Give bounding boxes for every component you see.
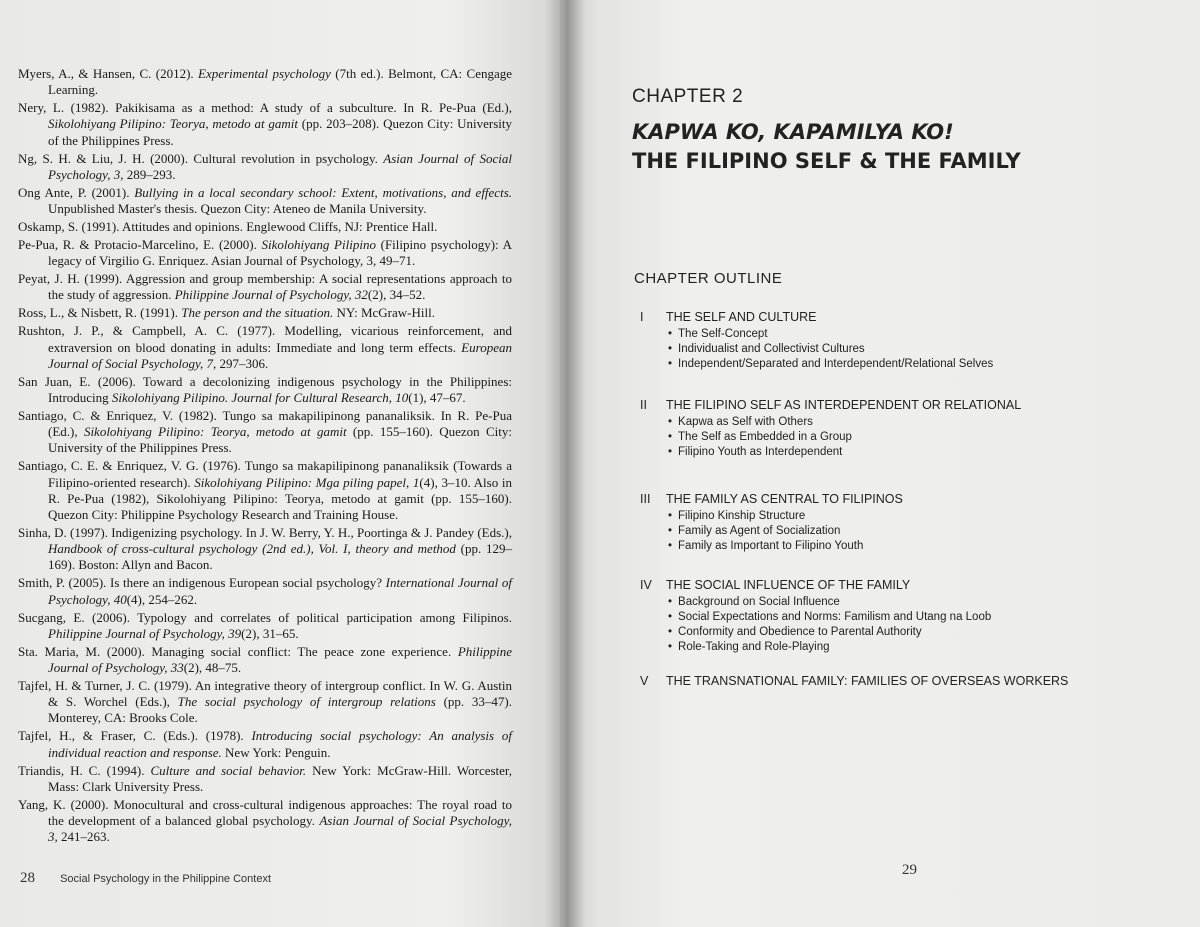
outline-topic: • Conformity and Obedience to Parental Authority bbox=[668, 625, 991, 640]
reference-text: Yang, K. (2000). Monocultural and cross-cultural indigenous approaches: The royal road to the development of a balanced global psychology. bbox=[18, 796, 512, 829]
reference-italic-title: Culture and social behavior. bbox=[150, 762, 307, 778]
reference-italic-title: Experimental psychology bbox=[198, 66, 331, 81]
reference-text: Triandis, H. C. (1994). bbox=[18, 762, 151, 778]
outline-topic: • Social Expectations and Norms: Familism and Utang na Loob bbox=[668, 610, 991, 625]
section-topic-list bbox=[668, 415, 852, 460]
chapter-title-line-1: KAPWA KO, KAPAMILYA KO! bbox=[632, 120, 954, 144]
reference-text: Nery, L. (1982). Pakikisama as a method: A study of a subculture. In R. Pe-Pua (Ed.), bbox=[18, 100, 512, 116]
outline-topic: • Background on Social Influence bbox=[668, 595, 991, 610]
reference-italic-title: Sikolohiyang Pilipino: Mga piling papel, 1 bbox=[194, 474, 420, 490]
reference-entry bbox=[18, 644, 512, 676]
reference-italic-title: Sikolohiyang Pilipino: Teorya, metodo at gamit bbox=[48, 116, 298, 132]
reference-entry bbox=[18, 271, 512, 303]
reference-text: New York: McGraw-Hill. Worcester, Mass: Clark University Press. bbox=[48, 762, 512, 794]
section-heading: THE SOCIAL INFLUENCE OF THE FAMILY bbox=[666, 578, 911, 592]
reference-italic-title: Sikolohiyang Pilipino bbox=[261, 237, 376, 253]
reference-italic-title: Bullying in a local secondary school: Extent, motivations, and effects. bbox=[134, 184, 512, 200]
reference-text: Peyat, J. H. (1999). Aggression and group membership: A social representations approach to the study of aggression. bbox=[18, 271, 512, 303]
section-numeral: III bbox=[640, 492, 651, 506]
outline-topic: • Family as Important to Filipino Youth bbox=[668, 539, 863, 554]
reference-text: Sucgang, E. (2006). Typology and correlates of political participation among Filipinos. bbox=[18, 609, 512, 625]
reference-text: 241–263. bbox=[57, 829, 110, 845]
section-topic-list bbox=[668, 595, 991, 655]
reference-text: (pp. 203–208). Quezon City: University of the Philippines Press. bbox=[48, 116, 512, 148]
reference-text: (1), 47–67. bbox=[408, 390, 466, 406]
reference-italic-title: Asian Journal of Social Psychology, 3, bbox=[48, 813, 512, 845]
section-topic-list bbox=[668, 327, 993, 372]
reference-text: Rushton, J. P., & Campbell, A. C. (1977). Modelling, vicarious reinforcement, and extraversion on blood donating in adults: Immediate and long term effects. bbox=[18, 323, 512, 355]
reference-text: Myers, A., & Hansen, C. (2012). bbox=[18, 66, 199, 81]
outline-topic: • Filipino Kinship Structure bbox=[668, 509, 863, 524]
section-heading: THE FILIPINO SELF AS INTERDEPENDENT OR RELATIONAL bbox=[666, 398, 1022, 412]
reference-text: Oskamp, S. (1991). Attitudes and opinions. Englewood Cliffs, NJ: Prentice Hall. bbox=[18, 219, 438, 235]
reference-text: (2), 48–75. bbox=[183, 660, 242, 676]
reference-entry bbox=[18, 151, 512, 183]
reference-italic-title: Sikolohiyang Pilipino. Journal for Cultural Research, 10 bbox=[111, 390, 409, 406]
reference-italic-title: Introducing social psychology: An analysis of individual reaction and response. bbox=[48, 728, 512, 760]
section-numeral: I bbox=[640, 310, 644, 324]
left-page-number: 28 bbox=[20, 870, 35, 886]
chapter-title bbox=[632, 118, 1152, 176]
reference-text: Sta. Maria, M. (2000). Managing social conflict: The peace zone experience. bbox=[18, 643, 458, 659]
reference-text: 297–306. bbox=[216, 355, 269, 371]
reference-text: Ng, S. H. & Liu, J. H. (2000). Cultural revolution in psychology. bbox=[18, 150, 384, 166]
chapter-label: CHAPTER 2 bbox=[632, 86, 744, 107]
running-footer: Social Psychology in the Philippine Context bbox=[60, 873, 272, 885]
reference-text: Unpublished Master's thesis. Quezon City: Ateneo de Manila University. bbox=[48, 201, 427, 217]
reference-entry bbox=[18, 237, 512, 269]
reference-text: 289–293. bbox=[123, 166, 176, 182]
reference-text: Santiago, C. E. & Enriquez, V. G. (1976). Tungo sa makapilipinong pananaliksik (Towards a Filipino-oriented research). bbox=[18, 458, 512, 490]
reference-italic-title: Philippine Journal of Psychology, 39 bbox=[48, 625, 242, 641]
reference-entry bbox=[18, 185, 512, 217]
chapter-title-line-2: THE FILIPINO SELF & THE FAMILY bbox=[632, 149, 1021, 173]
reference-entry bbox=[18, 408, 512, 457]
reference-text: Tajfel, H., & Fraser, C. (Eds.). (1978). bbox=[18, 728, 252, 744]
reference-text: Smith, P. (2005). Is there an indigenous European social psychology? bbox=[18, 575, 386, 591]
reference-text: (4), 3–10. Also in R. Pe-Pua (1982), Sikolohiyang Pilipino: Teorya, metodo at gamit (pp. 155–160). Quezon City: Philippine Psychology Research and Training House. bbox=[48, 474, 512, 523]
section-heading: THE FAMILY AS CENTRAL TO FILIPINOS bbox=[666, 492, 903, 506]
section-numeral: II bbox=[640, 398, 647, 412]
reference-entry bbox=[18, 525, 512, 574]
reference-entry bbox=[18, 66, 512, 98]
right-page-number: 29 bbox=[902, 862, 917, 878]
outline-topic: • Filipino Youth as Interdependent bbox=[668, 445, 852, 460]
reference-text: (7th ed.). Belmont, CA: Cengage Learning. bbox=[48, 66, 513, 98]
section-heading: THE TRANSNATIONAL FAMILY: FAMILIES OF OVERSEAS WORKERS bbox=[666, 674, 1069, 688]
reference-text: (4), 254–262. bbox=[126, 591, 198, 607]
reference-text: Pe-Pua, R. & Protacio-Marcelino, E. (2000). bbox=[18, 237, 262, 253]
outline-topic: • Individualist and Collectivist Cultures bbox=[668, 342, 993, 357]
reference-entry bbox=[18, 610, 512, 642]
reference-italic-title: The social psychology of intergroup relations bbox=[177, 694, 436, 710]
reference-text: (2), 34–52. bbox=[367, 287, 426, 303]
reference-text: Sinha, D. (1997). Indigenizing psychology. In J. W. Berry, Y. H., Poortinga & J. Pandey (Eds.), bbox=[18, 525, 512, 541]
reference-text: (Filipino psychology): A legacy of Virgilio G. Enriquez. Asian Journal of Psychology, 3, 49–71. bbox=[48, 237, 512, 269]
reference-text: Santiago, C. & Enriquez, V. (1982). Tungo sa makapilipinong pananaliksik. In R. Pe-Pua (Ed.), bbox=[18, 408, 512, 440]
left-page bbox=[0, 0, 560, 927]
reference-italic-title: Asian Journal of Social Psychology, 3, bbox=[48, 150, 512, 182]
reference-entry bbox=[18, 678, 512, 727]
reference-entry bbox=[18, 763, 512, 795]
reference-list bbox=[18, 66, 512, 847]
reference-italic-title: Sikolohiyang Pilipino: Teorya, metodo at gamit bbox=[83, 424, 347, 440]
outline-topic: • Independent/Separated and Interdependent/Relational Selves bbox=[668, 357, 993, 372]
outline-topic: • The Self as Embedded in a Group bbox=[668, 430, 852, 445]
reference-entry bbox=[18, 100, 512, 149]
reference-entry bbox=[18, 728, 512, 760]
reference-entry bbox=[18, 797, 512, 846]
book-gutter-shadow bbox=[545, 0, 585, 927]
outline-topic: • Role-Taking and Role-Playing bbox=[668, 640, 991, 655]
reference-italic-title: International Journal of Psychology, 40 bbox=[48, 575, 512, 607]
outline-topic: • The Self-Concept bbox=[668, 327, 993, 342]
outline-heading: CHAPTER OUTLINE bbox=[634, 270, 783, 287]
reference-text: Ross, L., & Nisbett, R. (1991). bbox=[18, 305, 182, 321]
reference-italic-title: Handbook of cross-cultural psychology (2nd ed.), Vol. I, theory and method bbox=[48, 541, 456, 557]
reference-entry bbox=[18, 219, 512, 235]
reference-text: (pp. 33–47). Monterey, CA: Brooks Cole. bbox=[48, 694, 512, 726]
section-heading: THE SELF AND CULTURE bbox=[666, 310, 817, 324]
reference-entry bbox=[18, 305, 512, 321]
reference-text: San Juan, E. (2006). Toward a decolonizing indigenous psychology in the Philippines: Introducing bbox=[18, 373, 512, 406]
outline-topic: • Kapwa as Self with Others bbox=[668, 415, 852, 430]
reference-text: (2), 31–65. bbox=[241, 625, 299, 641]
reference-italic-title: The person and the situation. bbox=[181, 305, 334, 321]
reference-text: Ong Ante, P. (2001). bbox=[18, 184, 135, 200]
reference-italic-title: Philippine Journal of Psychology, 33 bbox=[48, 643, 512, 676]
section-numeral: IV bbox=[640, 578, 652, 592]
reference-entry bbox=[18, 323, 512, 372]
reference-entry bbox=[18, 374, 512, 406]
reference-text: (pp. 155–160). Quezon City: University of the Philippines Press. bbox=[48, 424, 512, 456]
outline-topic: • Family as Agent of Socialization bbox=[668, 524, 863, 539]
reference-entry bbox=[18, 575, 512, 607]
reference-text: NY: McGraw-Hill. bbox=[333, 305, 435, 321]
section-topic-list bbox=[668, 509, 863, 554]
section-numeral: V bbox=[640, 674, 649, 688]
reference-italic-title: European Journal of Social Psychology, 7, bbox=[48, 339, 512, 371]
left-page-footer bbox=[20, 870, 271, 887]
reference-text: New York: Penguin. bbox=[221, 744, 331, 760]
reference-entry bbox=[18, 458, 512, 523]
reference-text: (pp. 129–169). Boston: Allyn and Bacon. bbox=[48, 541, 512, 573]
reference-text: Tajfel, H. & Turner, J. C. (1979). An integrative theory of intergroup conflict. In W. G. Austin & S. Worchel (Eds.), bbox=[18, 678, 512, 710]
reference-italic-title: Philippine Journal of Psychology, 32 bbox=[174, 287, 368, 303]
